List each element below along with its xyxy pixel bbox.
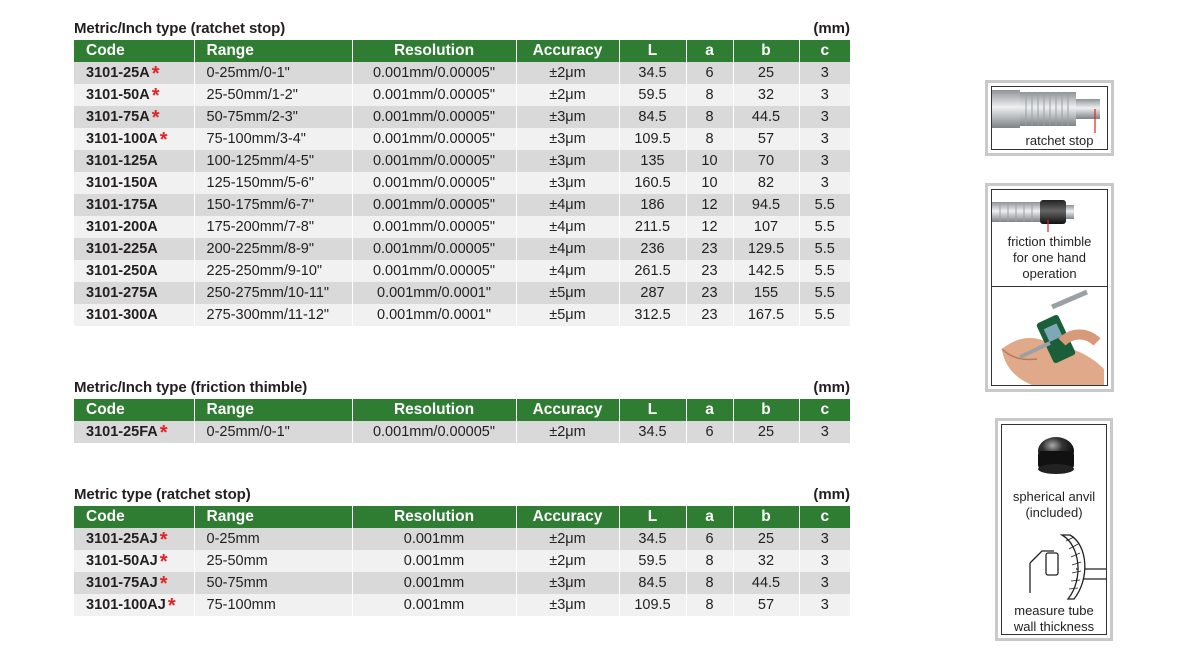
accuracy-cell: ±4μm xyxy=(516,216,619,238)
hand-holding-micrometer-icon xyxy=(992,287,1107,385)
code-cell xyxy=(74,238,194,260)
c-column-header: c xyxy=(799,40,850,62)
resolution-cell: 0.001mm/0.00005" xyxy=(352,172,516,194)
c-cell: 5.5 xyxy=(799,304,850,326)
code-cell xyxy=(74,194,194,216)
product-code: 3101-225A xyxy=(86,241,158,257)
range-cell: 0-25mm/0-1" xyxy=(194,421,352,443)
range-cell: 200-225mm/8-9" xyxy=(194,238,352,260)
table-row xyxy=(74,62,850,84)
spherical-anvil-illustration xyxy=(995,418,1113,641)
a-cell: 8 xyxy=(686,128,733,150)
friction-thimble-caption-line: friction thimble xyxy=(1007,234,1092,249)
code-cell xyxy=(74,172,194,194)
friction-thimble-icon xyxy=(992,190,1107,240)
resolution-cell: 0.001mm/0.00005" xyxy=(352,216,516,238)
code-cell xyxy=(74,594,194,616)
ratchet-stop-frame xyxy=(991,86,1108,150)
accuracy-column-header: Accuracy xyxy=(516,399,619,421)
table-row xyxy=(74,594,850,616)
section-title: Metric type (ratchet stop) xyxy=(74,486,251,503)
accuracy-cell: ±4μm xyxy=(516,194,619,216)
ratchet-stop-illustration xyxy=(985,80,1114,156)
c-cell: 3 xyxy=(799,572,850,594)
code-cell xyxy=(74,216,194,238)
b-cell: 25 xyxy=(733,62,799,84)
range-column-header: Range xyxy=(194,399,352,421)
section-metric-inch-ratchet xyxy=(74,20,850,326)
friction-thimble-illustration xyxy=(985,183,1114,392)
a-cell: 10 xyxy=(686,172,733,194)
range-cell: 100-125mm/4-5" xyxy=(194,150,352,172)
section-metric-ratchet xyxy=(74,486,850,616)
b-cell: 94.5 xyxy=(733,194,799,216)
a-cell: 12 xyxy=(686,216,733,238)
accuracy-cell: ±5μm xyxy=(516,304,619,326)
code-cell xyxy=(74,572,194,594)
c-cell: 5.5 xyxy=(799,216,850,238)
product-code: 3101-75A xyxy=(86,109,150,125)
friction-thimble-caption-line: for one hand xyxy=(1012,250,1086,265)
code-cell xyxy=(74,550,194,572)
c-cell: 3 xyxy=(799,62,850,84)
l-cell: 84.5 xyxy=(619,106,686,128)
range-cell: 175-200mm/7-8" xyxy=(194,216,352,238)
resolution-cell: 0.001mm/0.00005" xyxy=(352,150,516,172)
code-cell xyxy=(74,84,194,106)
resolution-cell: 0.001mm/0.00005" xyxy=(352,194,516,216)
accuracy-cell: ±5μm xyxy=(516,282,619,304)
asterisk-mark: * xyxy=(151,63,160,85)
asterisk-mark: * xyxy=(159,551,168,573)
c-cell: 3 xyxy=(799,528,850,550)
b-cell: 107 xyxy=(733,216,799,238)
range-cell: 75-100mm/3-4" xyxy=(194,128,352,150)
l-cell: 261.5 xyxy=(619,260,686,282)
c-column-header: c xyxy=(799,506,850,528)
range-cell: 50-75mm xyxy=(194,572,352,594)
range-cell: 25-50mm/1-2" xyxy=(194,84,352,106)
spherical-anvil-icon xyxy=(1002,425,1106,487)
resolution-cell: 0.001mm/0.00005" xyxy=(352,238,516,260)
code-cell xyxy=(74,62,194,84)
resolution-cell: 0.001mm xyxy=(352,594,516,616)
c-cell: 3 xyxy=(799,150,850,172)
l-cell: 59.5 xyxy=(619,84,686,106)
c-cell: 3 xyxy=(799,128,850,150)
range-cell: 0-25mm xyxy=(194,528,352,550)
accuracy-cell: ±3μm xyxy=(516,172,619,194)
code-cell xyxy=(74,421,194,443)
table-row xyxy=(74,528,850,550)
spec-table xyxy=(74,40,850,326)
accuracy-cell: ±3μm xyxy=(516,572,619,594)
asterisk-mark: * xyxy=(151,107,160,129)
product-code: 3101-25A xyxy=(86,65,150,81)
accuracy-cell: ±4μm xyxy=(516,238,619,260)
table-row xyxy=(74,172,850,194)
code-cell xyxy=(74,260,194,282)
table-row xyxy=(74,150,850,172)
product-code: 3101-200A xyxy=(86,219,158,235)
c-cell: 5.5 xyxy=(799,194,850,216)
b-column-header: b xyxy=(733,506,799,528)
l-cell: 34.5 xyxy=(619,528,686,550)
range-cell: 275-300mm/11-12" xyxy=(194,304,352,326)
product-code: 3101-150A xyxy=(86,175,158,191)
a-cell: 23 xyxy=(686,238,733,260)
product-code: 3101-300A xyxy=(86,307,158,323)
c-cell: 3 xyxy=(799,172,850,194)
l-cell: 109.5 xyxy=(619,128,686,150)
section-header xyxy=(74,486,850,506)
a-cell: 10 xyxy=(686,150,733,172)
accuracy-column-header: Accuracy xyxy=(516,40,619,62)
a-cell: 12 xyxy=(686,194,733,216)
accuracy-cell: ±3μm xyxy=(516,150,619,172)
section-header xyxy=(74,379,850,399)
resolution-cell: 0.001mm/0.00005" xyxy=(352,421,516,443)
product-code: 3101-25FA xyxy=(86,424,158,440)
range-cell: 150-175mm/6-7" xyxy=(194,194,352,216)
measure-tube-caption-line: measure tube xyxy=(1014,603,1094,618)
c-cell: 3 xyxy=(799,84,850,106)
spherical-anvil-caption-line: (included) xyxy=(1025,505,1083,520)
product-code: 3101-275A xyxy=(86,285,158,301)
resolution-cell: 0.001mm/0.0001" xyxy=(352,304,516,326)
a-cell: 8 xyxy=(686,84,733,106)
a-cell: 8 xyxy=(686,550,733,572)
product-code: 3101-50A xyxy=(86,87,150,103)
a-cell: 23 xyxy=(686,260,733,282)
range-cell: 75-100mm xyxy=(194,594,352,616)
resolution-column-header: Resolution xyxy=(352,399,516,421)
ratchet-stop-caption: ratchet stop xyxy=(1025,133,1094,148)
resolution-cell: 0.001mm xyxy=(352,572,516,594)
table-row xyxy=(74,421,850,443)
b-cell: 25 xyxy=(733,528,799,550)
l-cell: 34.5 xyxy=(619,421,686,443)
accuracy-cell: ±2μm xyxy=(516,84,619,106)
b-cell: 44.5 xyxy=(733,106,799,128)
spherical-anvil-frame xyxy=(1001,424,1107,635)
b-cell: 25 xyxy=(733,421,799,443)
code-cell xyxy=(74,150,194,172)
l-cell: 160.5 xyxy=(619,172,686,194)
c-cell: 3 xyxy=(799,550,850,572)
range-cell: 225-250mm/9-10" xyxy=(194,260,352,282)
b-column-header: b xyxy=(733,399,799,421)
product-code: 3101-75AJ xyxy=(86,575,158,591)
table-row xyxy=(74,106,850,128)
section-unit: (mm) xyxy=(813,486,850,503)
table-row xyxy=(74,572,850,594)
code-column-header: Code xyxy=(74,40,194,62)
section-metric-inch-friction xyxy=(74,379,850,443)
l-cell: 59.5 xyxy=(619,550,686,572)
a-cell: 23 xyxy=(686,304,733,326)
range-column-header: Range xyxy=(194,40,352,62)
b-cell: 57 xyxy=(733,128,799,150)
asterisk-mark: * xyxy=(167,595,176,617)
accuracy-cell: ±3μm xyxy=(516,594,619,616)
code-cell xyxy=(74,282,194,304)
spherical-anvil-caption-line: spherical anvil xyxy=(1012,489,1096,504)
accuracy-cell: ±2μm xyxy=(516,550,619,572)
code-cell xyxy=(74,106,194,128)
b-column-header: b xyxy=(733,40,799,62)
table-row xyxy=(74,550,850,572)
hand-operation-frame xyxy=(991,286,1108,386)
friction-thimble-caption xyxy=(992,234,1107,282)
table-row xyxy=(74,216,850,238)
range-cell: 0-25mm/0-1" xyxy=(194,62,352,84)
c-cell: 5.5 xyxy=(799,282,850,304)
accuracy-column-header: Accuracy xyxy=(516,506,619,528)
c-cell: 3 xyxy=(799,106,850,128)
code-column-header: Code xyxy=(74,506,194,528)
b-cell: 142.5 xyxy=(733,260,799,282)
table-row xyxy=(74,238,850,260)
resolution-cell: 0.001mm/0.0001" xyxy=(352,282,516,304)
table-row xyxy=(74,282,850,304)
product-code: 3101-125A xyxy=(86,153,158,169)
accuracy-cell: ±3μm xyxy=(516,106,619,128)
code-column-header: Code xyxy=(74,399,194,421)
accuracy-cell: ±2μm xyxy=(516,528,619,550)
product-code: 3101-100AJ xyxy=(86,597,166,613)
measure-tube-caption-line: wall thickness xyxy=(1013,619,1095,634)
c-column-header: c xyxy=(799,399,850,421)
accuracy-cell: ±2μm xyxy=(516,421,619,443)
b-cell: 155 xyxy=(733,282,799,304)
table-row xyxy=(74,84,850,106)
resolution-cell: 0.001mm/0.00005" xyxy=(352,260,516,282)
c-cell: 3 xyxy=(799,594,850,616)
resolution-cell: 0.001mm xyxy=(352,550,516,572)
resolution-column-header: Resolution xyxy=(352,506,516,528)
c-cell: 5.5 xyxy=(799,238,850,260)
table-row xyxy=(74,194,850,216)
spec-table xyxy=(74,399,850,443)
b-cell: 32 xyxy=(733,84,799,106)
range-cell: 50-75mm/2-3" xyxy=(194,106,352,128)
b-cell: 57 xyxy=(733,594,799,616)
spec-table xyxy=(74,506,850,616)
l-column-header: L xyxy=(619,40,686,62)
product-code: 3101-25AJ xyxy=(86,531,158,547)
range-cell: 250-275mm/10-11" xyxy=(194,282,352,304)
a-cell: 6 xyxy=(686,528,733,550)
resolution-cell: 0.001mm/0.00005" xyxy=(352,128,516,150)
asterisk-mark: * xyxy=(151,85,160,107)
l-cell: 135 xyxy=(619,150,686,172)
section-header xyxy=(74,20,850,40)
a-cell: 6 xyxy=(686,62,733,84)
l-cell: 211.5 xyxy=(619,216,686,238)
l-cell: 84.5 xyxy=(619,572,686,594)
a-cell: 6 xyxy=(686,421,733,443)
table-row xyxy=(74,128,850,150)
a-cell: 8 xyxy=(686,572,733,594)
a-cell: 8 xyxy=(686,106,733,128)
b-cell: 129.5 xyxy=(733,238,799,260)
resolution-cell: 0.001mm/0.00005" xyxy=(352,106,516,128)
a-column-header: a xyxy=(686,399,733,421)
code-cell xyxy=(74,128,194,150)
table-header-row xyxy=(74,40,850,62)
l-cell: 34.5 xyxy=(619,62,686,84)
a-cell: 8 xyxy=(686,594,733,616)
range-cell: 125-150mm/5-6" xyxy=(194,172,352,194)
accuracy-cell: ±3μm xyxy=(516,128,619,150)
range-cell: 25-50mm xyxy=(194,550,352,572)
product-code: 3101-175A xyxy=(86,197,158,213)
b-cell: 70 xyxy=(733,150,799,172)
table-row xyxy=(74,260,850,282)
l-cell: 186 xyxy=(619,194,686,216)
a-column-header: a xyxy=(686,506,733,528)
c-cell: 5.5 xyxy=(799,260,850,282)
product-code: 3101-100A xyxy=(86,131,158,147)
asterisk-mark: * xyxy=(159,529,168,551)
b-cell: 44.5 xyxy=(733,572,799,594)
resolution-cell: 0.001mm/0.00005" xyxy=(352,84,516,106)
friction-thimble-frame xyxy=(991,189,1108,287)
b-cell: 167.5 xyxy=(733,304,799,326)
table-row xyxy=(74,304,850,326)
asterisk-mark: * xyxy=(159,129,168,151)
product-code: 3101-250A xyxy=(86,263,158,279)
l-cell: 236 xyxy=(619,238,686,260)
l-cell: 287 xyxy=(619,282,686,304)
section-unit: (mm) xyxy=(813,20,850,37)
accuracy-cell: ±2μm xyxy=(516,62,619,84)
l-column-header: L xyxy=(619,399,686,421)
resolution-cell: 0.001mm/0.00005" xyxy=(352,62,516,84)
section-unit: (mm) xyxy=(813,379,850,396)
measure-tube-caption xyxy=(1002,603,1106,635)
asterisk-mark: * xyxy=(159,422,168,444)
accuracy-cell: ±4μm xyxy=(516,260,619,282)
table-header-row xyxy=(74,506,850,528)
friction-thimble-caption-line: operation xyxy=(1022,266,1077,281)
a-column-header: a xyxy=(686,40,733,62)
table-header-row xyxy=(74,399,850,421)
section-title: Metric/Inch type (friction thimble) xyxy=(74,379,308,396)
c-cell: 3 xyxy=(799,421,850,443)
tube-wall-measure-icon xyxy=(1002,529,1106,601)
l-cell: 312.5 xyxy=(619,304,686,326)
a-cell: 23 xyxy=(686,282,733,304)
section-title: Metric/Inch type (ratchet stop) xyxy=(74,20,286,37)
range-column-header: Range xyxy=(194,506,352,528)
product-code: 3101-50AJ xyxy=(86,553,158,569)
resolution-column-header: Resolution xyxy=(352,40,516,62)
resolution-cell: 0.001mm xyxy=(352,528,516,550)
l-column-header: L xyxy=(619,506,686,528)
b-cell: 32 xyxy=(733,550,799,572)
code-cell xyxy=(74,528,194,550)
spherical-anvil-caption xyxy=(1002,489,1106,521)
l-cell: 109.5 xyxy=(619,594,686,616)
b-cell: 82 xyxy=(733,172,799,194)
asterisk-mark: * xyxy=(159,573,168,595)
code-cell xyxy=(74,304,194,326)
